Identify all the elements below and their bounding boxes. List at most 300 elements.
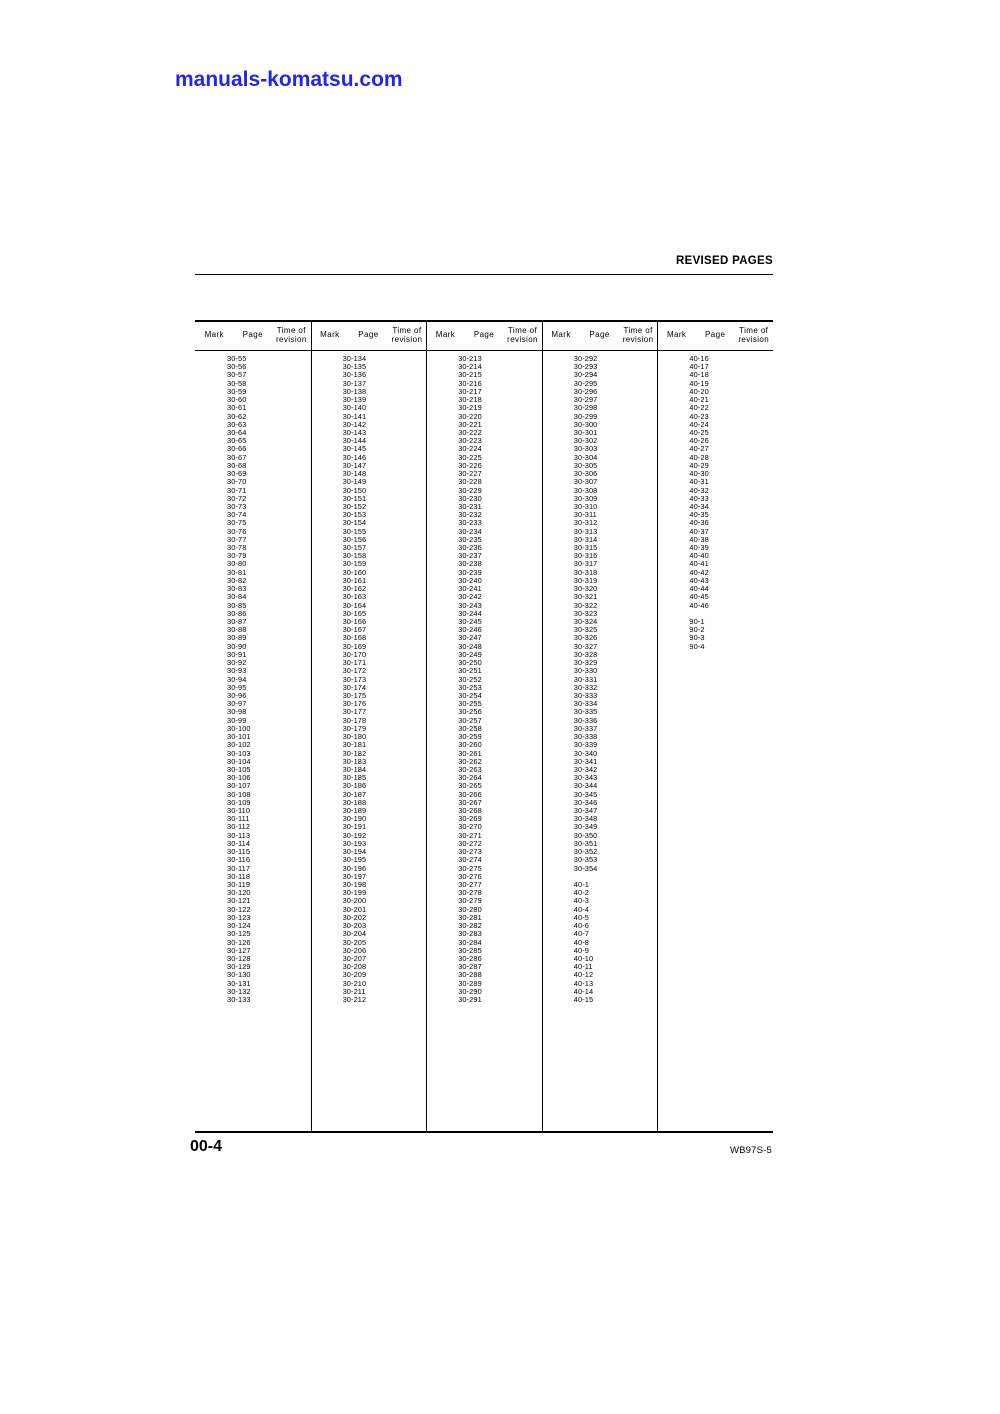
cell-page: 30-320 [573,584,598,594]
table-row [195,758,311,766]
cell-page: 30-334 [573,699,598,709]
table-row [426,634,542,642]
table-row [426,618,542,626]
table-row [542,865,658,873]
table-row [311,807,427,815]
cell-page: 30-214 [458,362,482,372]
table-row [311,445,427,453]
cell-page: 30-140 [342,403,367,413]
table-row [542,544,658,552]
cell-page: 30-286 [458,953,482,963]
cell-page: 30-313 [573,526,598,536]
table-row [426,692,542,700]
table-row [542,996,658,1004]
table-row [657,585,773,593]
cell-page: 30-129 [227,962,251,972]
table-row [542,404,658,412]
footer-page-number: 00-4 [190,1138,223,1155]
cell-page: 30-89 [227,633,247,643]
cell-page: 40-15 [573,995,594,1005]
cell-page: 40-10 [573,953,594,963]
cell-page: 30-135 [342,362,367,372]
table-row [426,832,542,840]
table-row [426,897,542,905]
table-row [311,717,427,725]
cell-page: 30-57 [227,370,247,380]
table-row [426,939,542,947]
table-row [426,733,542,741]
table-row [542,560,658,568]
table-row [426,955,542,963]
cell-page: 30-275 [458,863,482,873]
table-row [542,971,658,979]
cell-page: 40-30 [689,469,709,479]
cell-page: 30-73 [227,501,247,511]
cell-page: 30-215 [458,370,482,380]
table-row [426,980,542,988]
cell-page: 30-256 [458,707,482,717]
table-row [542,643,658,651]
table-row [311,799,427,807]
cell-page: 30-209 [342,970,367,980]
cell-page: 30-55 [227,354,247,363]
table-row [426,922,542,930]
table-row [426,544,542,552]
cell-page: 40-36 [689,518,709,528]
cell-page: 30-210 [342,978,367,988]
cell-page: 40-21 [689,395,709,405]
cell-page: 30-269 [458,814,482,824]
table-row [195,536,311,544]
cell-page: 30-217 [458,386,482,396]
cell-page: 30-159 [342,559,367,569]
cell-page: 30-97 [227,699,247,709]
cell-page: 30-252 [458,674,482,684]
cell-page: 30-128 [227,953,251,963]
table-row [195,610,311,618]
cell-page: 30-157 [342,543,367,553]
cell-page: 30-84 [227,592,247,602]
table-row [542,988,658,996]
column-group-5 [657,351,773,1131]
cell-page: 30-91 [227,649,247,659]
cell-page: 40-13 [573,978,594,988]
table-row [195,651,311,659]
header-mark-2: Mark [320,330,340,340]
table-row [657,396,773,404]
table-row [195,487,311,495]
cell-page: 40-31 [689,477,709,487]
header-time-line2: revision [622,335,654,344]
cell-page: 30-121 [227,896,251,906]
table-row [195,947,311,955]
table-row [311,396,427,404]
cell-page: 30-272 [458,838,482,848]
cell-page: 30-90 [227,641,247,651]
cell-page: 30-123 [227,912,251,922]
cell-page: 40-12 [573,970,594,980]
footer-model-code: WB97S-5 [729,1145,772,1156]
cell-page: 30-319 [573,575,598,585]
cell-page: 30-240 [458,575,482,585]
cell-page: 30-251 [458,666,482,676]
table-row [195,922,311,930]
cell-page: 30-86 [227,608,247,618]
header-time-of-revision-4 [619,320,658,350]
cell-page: 30-185 [342,773,367,783]
cell-page: 30-94 [227,674,247,684]
table-row [311,429,427,437]
cell-page: 30-161 [342,575,367,585]
cell-page: 30-158 [342,551,367,561]
cell-page: 40-41 [689,559,709,569]
cell-page: 30-279 [458,896,482,906]
cell-page: 30-288 [458,970,482,980]
cell-page: 30-229 [458,485,482,495]
cell-page: 30-80 [227,559,247,569]
header-time-line2: revision [391,335,423,344]
cell-page: 40-26 [689,436,709,446]
column-group-4 [542,351,658,1131]
cell-page: 30-333 [573,690,598,700]
cell-page: 30-346 [573,797,598,807]
cell-page: 30-85 [227,600,247,610]
table-row [426,996,542,1004]
table-row [657,445,773,453]
table-row [657,355,773,363]
table-row [542,659,658,667]
cell-page: 40-39 [689,543,709,553]
table-row [426,626,542,634]
table-row [426,750,542,758]
cell-page: 40-2 [573,888,589,898]
cell-page: 30-341 [573,756,598,766]
cell-page: 30-79 [227,551,247,561]
cell-page: 30-222 [458,427,482,437]
cell-page: 30-77 [227,534,247,544]
table-row [657,380,773,388]
header-time-line1: Time of [276,325,306,335]
table-row [426,684,542,692]
table-row [311,643,427,651]
cell-page: 30-302 [573,436,598,446]
table-row [311,848,427,856]
table-row [311,404,427,412]
table-row [657,470,773,478]
cell-page: 30-309 [573,493,598,503]
table-row [311,700,427,708]
table-row [311,380,427,388]
table-row [195,840,311,848]
table-row [426,380,542,388]
table-row [542,470,658,478]
table-row [195,577,311,585]
cell-page: 30-132 [227,986,251,996]
table-row [657,462,773,470]
cell-page: 30-250 [458,658,482,668]
cell-page: 30-243 [458,600,482,610]
cell-page: 30-177 [342,707,367,717]
table-row [542,355,658,363]
table-row [657,560,773,568]
cell-page: 40-1 [573,880,589,889]
table-row [657,536,773,544]
cell-page: 30-287 [458,962,482,972]
cell-page: 30-354 [573,863,598,873]
table-row [195,897,311,905]
table-row [311,766,427,774]
cell-page: 30-111 [227,814,250,824]
table-row [311,552,427,560]
table-row [195,602,311,610]
table-row [195,741,311,749]
table-row [542,602,658,610]
table-row [657,478,773,486]
table-row [657,421,773,429]
cell-page: 40-29 [689,460,709,470]
table-row [311,388,427,396]
cell-page: 30-75 [227,518,247,528]
table-row [195,355,311,363]
table-row [195,667,311,675]
table-row [195,799,311,807]
table-row [195,363,311,371]
cell-page: 30-137 [342,378,367,388]
header-time-line1: Time of [623,325,653,335]
table-row [542,700,658,708]
table-row [542,421,658,429]
cell-page: 30-326 [573,633,598,643]
cell-page: 30-311 [573,510,597,520]
cell-page: 30-321 [573,592,598,602]
cell-page: 30-188 [342,797,367,807]
cell-page: 30-166 [342,617,367,626]
cell-page: 30-69 [227,469,247,479]
table-row [426,593,542,601]
table-row [426,947,542,955]
cell-page: 40-5 [573,912,589,922]
table-row [195,470,311,478]
table-row [657,371,773,379]
cell-page: 30-332 [573,682,598,692]
cell-page: 30-265 [458,781,482,791]
table-row [542,667,658,675]
table-row [311,922,427,930]
cell-page: 40-20 [689,386,709,396]
header-page-5: Page [705,330,726,340]
cell-page: 40-11 [573,962,593,972]
table-row [195,873,311,881]
table-row [426,355,542,363]
table-row [195,544,311,552]
table-row [311,544,427,552]
table-row [542,684,658,692]
table-row [311,856,427,864]
table-row [542,815,658,823]
cell-page: 30-261 [458,748,482,758]
table-row [195,766,311,774]
table-row [657,487,773,495]
cell-page: 30-293 [573,362,598,372]
table-row [542,569,658,577]
cells-5 [657,355,773,651]
cell-page: 40-19 [689,378,709,388]
table-row [657,503,773,511]
table-row [542,889,658,897]
cell-page: 30-109 [227,797,251,807]
cell-page: 30-87 [227,617,247,626]
table-row [311,421,427,429]
cell-page: 30-193 [342,838,367,848]
header-time-line2: revision [507,335,538,344]
table-row [542,478,658,486]
table-row [657,363,773,371]
cell-page: 30-61 [227,403,247,413]
table-row [657,454,773,462]
cell-page: 30-67 [227,452,247,462]
cell-page: 30-176 [342,699,367,709]
table-row [426,560,542,568]
table-row [657,552,773,560]
table-row [426,840,542,848]
cell-page: 30-192 [342,830,367,840]
cell-page: 30-289 [458,978,482,988]
cells-4 [542,355,658,1004]
cell-page: 30-315 [573,543,598,553]
table-row [542,782,658,790]
cell-page: 40-38 [689,534,709,544]
cell-page: 30-318 [573,567,598,577]
table-row [195,445,311,453]
cell-page: 40-16 [689,354,709,363]
table-row [195,856,311,864]
table-row [426,791,542,799]
table-row [311,823,427,831]
cell-page: 30-340 [573,748,598,758]
cell-page: 30-267 [458,797,482,807]
table-row [542,454,658,462]
table-row [657,544,773,552]
cell-page: 30-249 [458,649,482,659]
cell-page: 30-213 [458,354,482,363]
cell-page: 30-232 [458,510,482,520]
table-row [426,421,542,429]
table-row [657,643,773,651]
cell-page: 30-144 [342,436,367,446]
table-row [311,725,427,733]
table-row [426,643,542,651]
cell-page: 30-230 [458,493,482,503]
table-row [542,692,658,700]
table-row [426,388,542,396]
cell-page: 30-274 [458,855,482,865]
cell-page: 30-138 [342,386,367,396]
table-row [311,832,427,840]
table-row [195,733,311,741]
table-row [426,873,542,881]
header-time-line2: revision [275,335,307,344]
table-row [542,881,658,889]
header-page-4: Page [589,330,610,340]
table-row [195,832,311,840]
table-row [311,585,427,593]
table-row [311,708,427,716]
table-row [311,955,427,963]
table-row [542,429,658,437]
table-row [195,815,311,823]
table-row [195,634,311,642]
cell-page: 30-282 [458,921,482,931]
table-row [426,569,542,577]
table-row [195,380,311,388]
table-row [311,569,427,577]
cell-page: 30-314 [573,534,598,544]
table-row [542,495,658,503]
cell-page: 40-3 [573,896,589,906]
table-row [426,963,542,971]
site-watermark: manuals-komatsu.com [175,68,403,91]
table-row [311,733,427,741]
table-row [426,914,542,922]
cell-page: 30-119 [227,880,251,889]
cell-page: 30-72 [227,493,247,503]
table-row [657,437,773,445]
table-row [195,865,311,873]
table-row [195,996,311,1004]
table-row [542,922,658,930]
cell-page: 30-344 [573,781,598,791]
table-row [311,363,427,371]
cell-page: 30-308 [573,485,598,495]
table-row [542,750,658,758]
table-row [311,610,427,618]
cell-page: 30-291 [458,995,482,1005]
table-row [311,939,427,947]
table-row [426,988,542,996]
table-row [657,528,773,536]
cell-page: 40-7 [573,929,589,939]
cell-page: 30-245 [458,617,482,626]
cell-page: 30-254 [458,690,482,700]
table-row [195,413,311,421]
table-row [426,725,542,733]
cell-page: 30-153 [342,510,367,520]
cell-page: 30-146 [342,452,367,462]
cell-page: 30-305 [573,460,598,470]
cell-page: 30-284 [458,937,482,947]
table-row [426,651,542,659]
table-row [426,519,542,527]
cell-page: 30-108 [227,789,251,799]
header-mark-4: Mark [551,330,571,340]
cell-page: 30-266 [458,789,482,799]
cell-page: 30-199 [342,888,367,898]
cell-page: 30-216 [458,378,482,388]
table-row [542,939,658,947]
cell-page: 30-106 [227,773,251,783]
cell-page: 30-141 [342,411,367,421]
table-row [657,511,773,519]
cell-page: 40-9 [573,945,589,955]
cell-page: 30-327 [573,641,598,651]
cell-page: 30-350 [573,830,598,840]
cell-page: 40-44 [689,584,709,594]
cell-page: 30-169 [342,641,367,651]
cell-page: 30-186 [342,781,367,791]
table-row [542,371,658,379]
cell-page: 30-198 [342,880,367,889]
table-row [426,610,542,618]
